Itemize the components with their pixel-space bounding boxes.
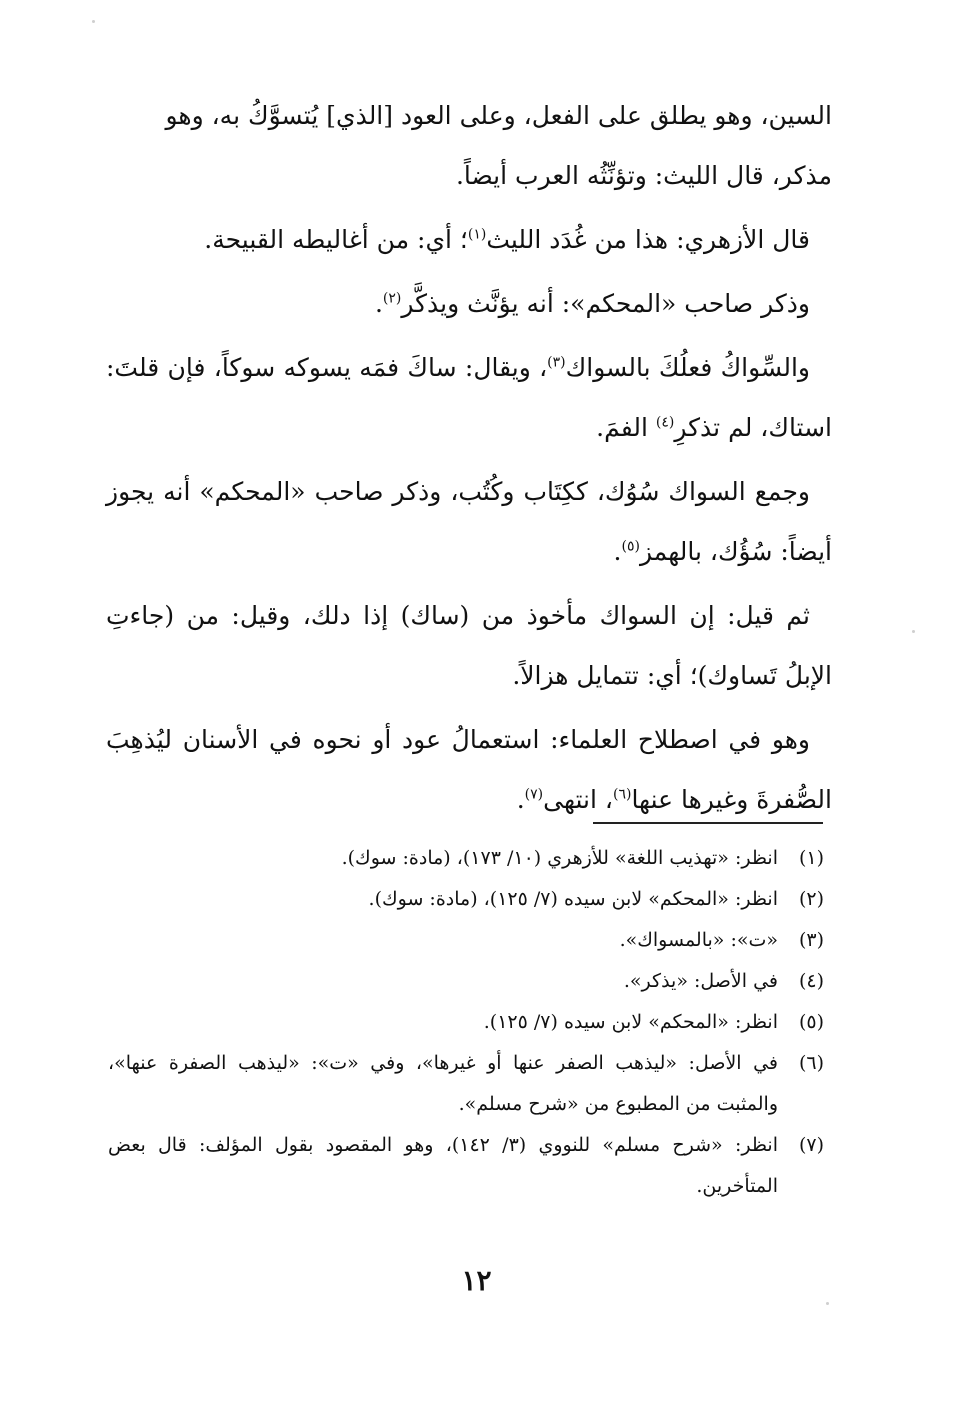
footnote-text: انظر: «المحكم» لابن سيده (٧/ ١٢٥). bbox=[483, 1011, 778, 1033]
footnote-number: (٧) bbox=[798, 1134, 824, 1156]
paragraph-6 bbox=[106, 586, 832, 706]
paragraph-1 bbox=[106, 86, 832, 206]
footnote-5 bbox=[108, 1002, 824, 1043]
footnote-ref-5[interactable]: (٥) bbox=[621, 538, 640, 555]
paragraph-7-text-end: . bbox=[516, 785, 525, 814]
main-text bbox=[106, 86, 832, 830]
footnote-text: في الأصل: «يذكر». bbox=[623, 970, 778, 992]
footnote-6 bbox=[108, 1043, 824, 1125]
paragraph-1-line-2: مذكر، قال الليث: وتؤنِّثُه العرب أيضاً. bbox=[455, 161, 832, 190]
paragraph-4-text-end: الفمَ. bbox=[596, 413, 656, 442]
paragraph-7 bbox=[106, 710, 832, 830]
paragraph-7-text: وهو في اصطلاح العلماء: استعمالُ عود أو نحوه في الأسنان ليُذهِبَ الصُّفرةَ وغيرها عنها bbox=[106, 725, 832, 814]
footnote-4 bbox=[108, 961, 824, 1002]
footnote-text: «ت»: «بالمسواك». bbox=[619, 929, 778, 951]
footnote-ref-1[interactable]: (١) bbox=[467, 226, 487, 243]
paragraph-5-text: وجمع السواك سُوُك، ككِتَاب وكُتُب، وذكر صاحب «المحكم» أنه يجوز أيضاً: سُؤُك، بالهمز bbox=[106, 477, 832, 566]
footnote-ref-7[interactable]: (٧) bbox=[524, 786, 544, 803]
paragraph-2-text: قال الأزهري: هذا من غُدَد الليث bbox=[486, 225, 810, 254]
scan-speck bbox=[826, 1302, 829, 1305]
footnote-ref-3[interactable]: (٣) bbox=[547, 354, 566, 371]
paragraph-2-text-end: ؛ أي: من أغاليطه القبيحة. bbox=[204, 225, 468, 254]
footnote-text: انظر: «المحكم» لابن سيده (٧/ ١٢٥)، (مادة: سوك). bbox=[368, 888, 778, 910]
footnote-ref-4[interactable]: (٤) bbox=[655, 414, 675, 431]
footnote-number: (٦) bbox=[798, 1052, 824, 1074]
footnote-number: (٤) bbox=[798, 970, 824, 992]
footnote-number: (١) bbox=[798, 847, 824, 869]
paragraph-4-text-middle: ، ويقال: ساكَ فمَه يسوكه سوكاً، فإن قلتَ: استاك، لم تذكرِ bbox=[106, 353, 832, 442]
paragraph-2 bbox=[106, 210, 832, 270]
footnote-ref-2[interactable]: (٢) bbox=[382, 290, 402, 307]
page-number: ١٢ bbox=[461, 1264, 492, 1297]
footnote-text: في الأصل: «ليذهب الصفر عنها أو غيرها»، وفي «ت»: «ليذهب الصفرة عنها»، والمثبت من المطبوع من «شرح مسلم». bbox=[108, 1052, 778, 1115]
paragraph-3-text: وذكر صاحب «المحكم»: أنه يؤنَّث ويذكَّر bbox=[401, 289, 810, 318]
footnote-text: انظر: «تهذيب اللغة» للأزهري (١٠/ ١٧٣)، (مادة: سوك). bbox=[341, 847, 778, 869]
footnote-divider bbox=[593, 822, 823, 824]
footnote-number: (٢) bbox=[798, 888, 824, 910]
footnote-ref-6[interactable]: (٦) bbox=[612, 786, 632, 803]
footnote-number: (٣) bbox=[798, 929, 824, 951]
scan-speck bbox=[92, 20, 95, 23]
paragraph-1-line-1: السين، وهو يطلق على الفعل، وعلى العود [الذي] يُتسوَّكُ به، وهو bbox=[165, 101, 832, 130]
paragraph-3-text-end: . bbox=[374, 289, 383, 318]
footnote-3 bbox=[108, 920, 824, 961]
footnote-text: انظر: «شرح مسلم» للنووي (٣/ ١٤٢)، وهو المقصود بقول المؤلف: قال بعض المتأخرين. bbox=[108, 1134, 778, 1197]
paragraph-7-text-middle: ، انتهى bbox=[543, 785, 613, 814]
paragraph-5 bbox=[106, 462, 832, 582]
paragraph-4-text: والسِّواكُ فعلُكَ بالسواك bbox=[565, 353, 810, 382]
footnote-1 bbox=[108, 838, 824, 879]
paragraph-3 bbox=[106, 274, 832, 334]
paragraph-6-text: ثم قيل: إن السواك مأخوذ من (ساك) إذا دلك، وقيل: من (جاءتِ الإبلُ تَساوك)؛ أي: تتمايل هزالاً. bbox=[106, 601, 832, 690]
paragraph-4 bbox=[106, 338, 832, 458]
footnote-number: (٥) bbox=[798, 1011, 824, 1033]
paragraph-5-text-end: . bbox=[613, 537, 622, 566]
footnote-7 bbox=[108, 1125, 824, 1207]
footnote-2 bbox=[108, 879, 824, 920]
scan-speck bbox=[912, 630, 915, 633]
footnotes bbox=[108, 838, 824, 1207]
